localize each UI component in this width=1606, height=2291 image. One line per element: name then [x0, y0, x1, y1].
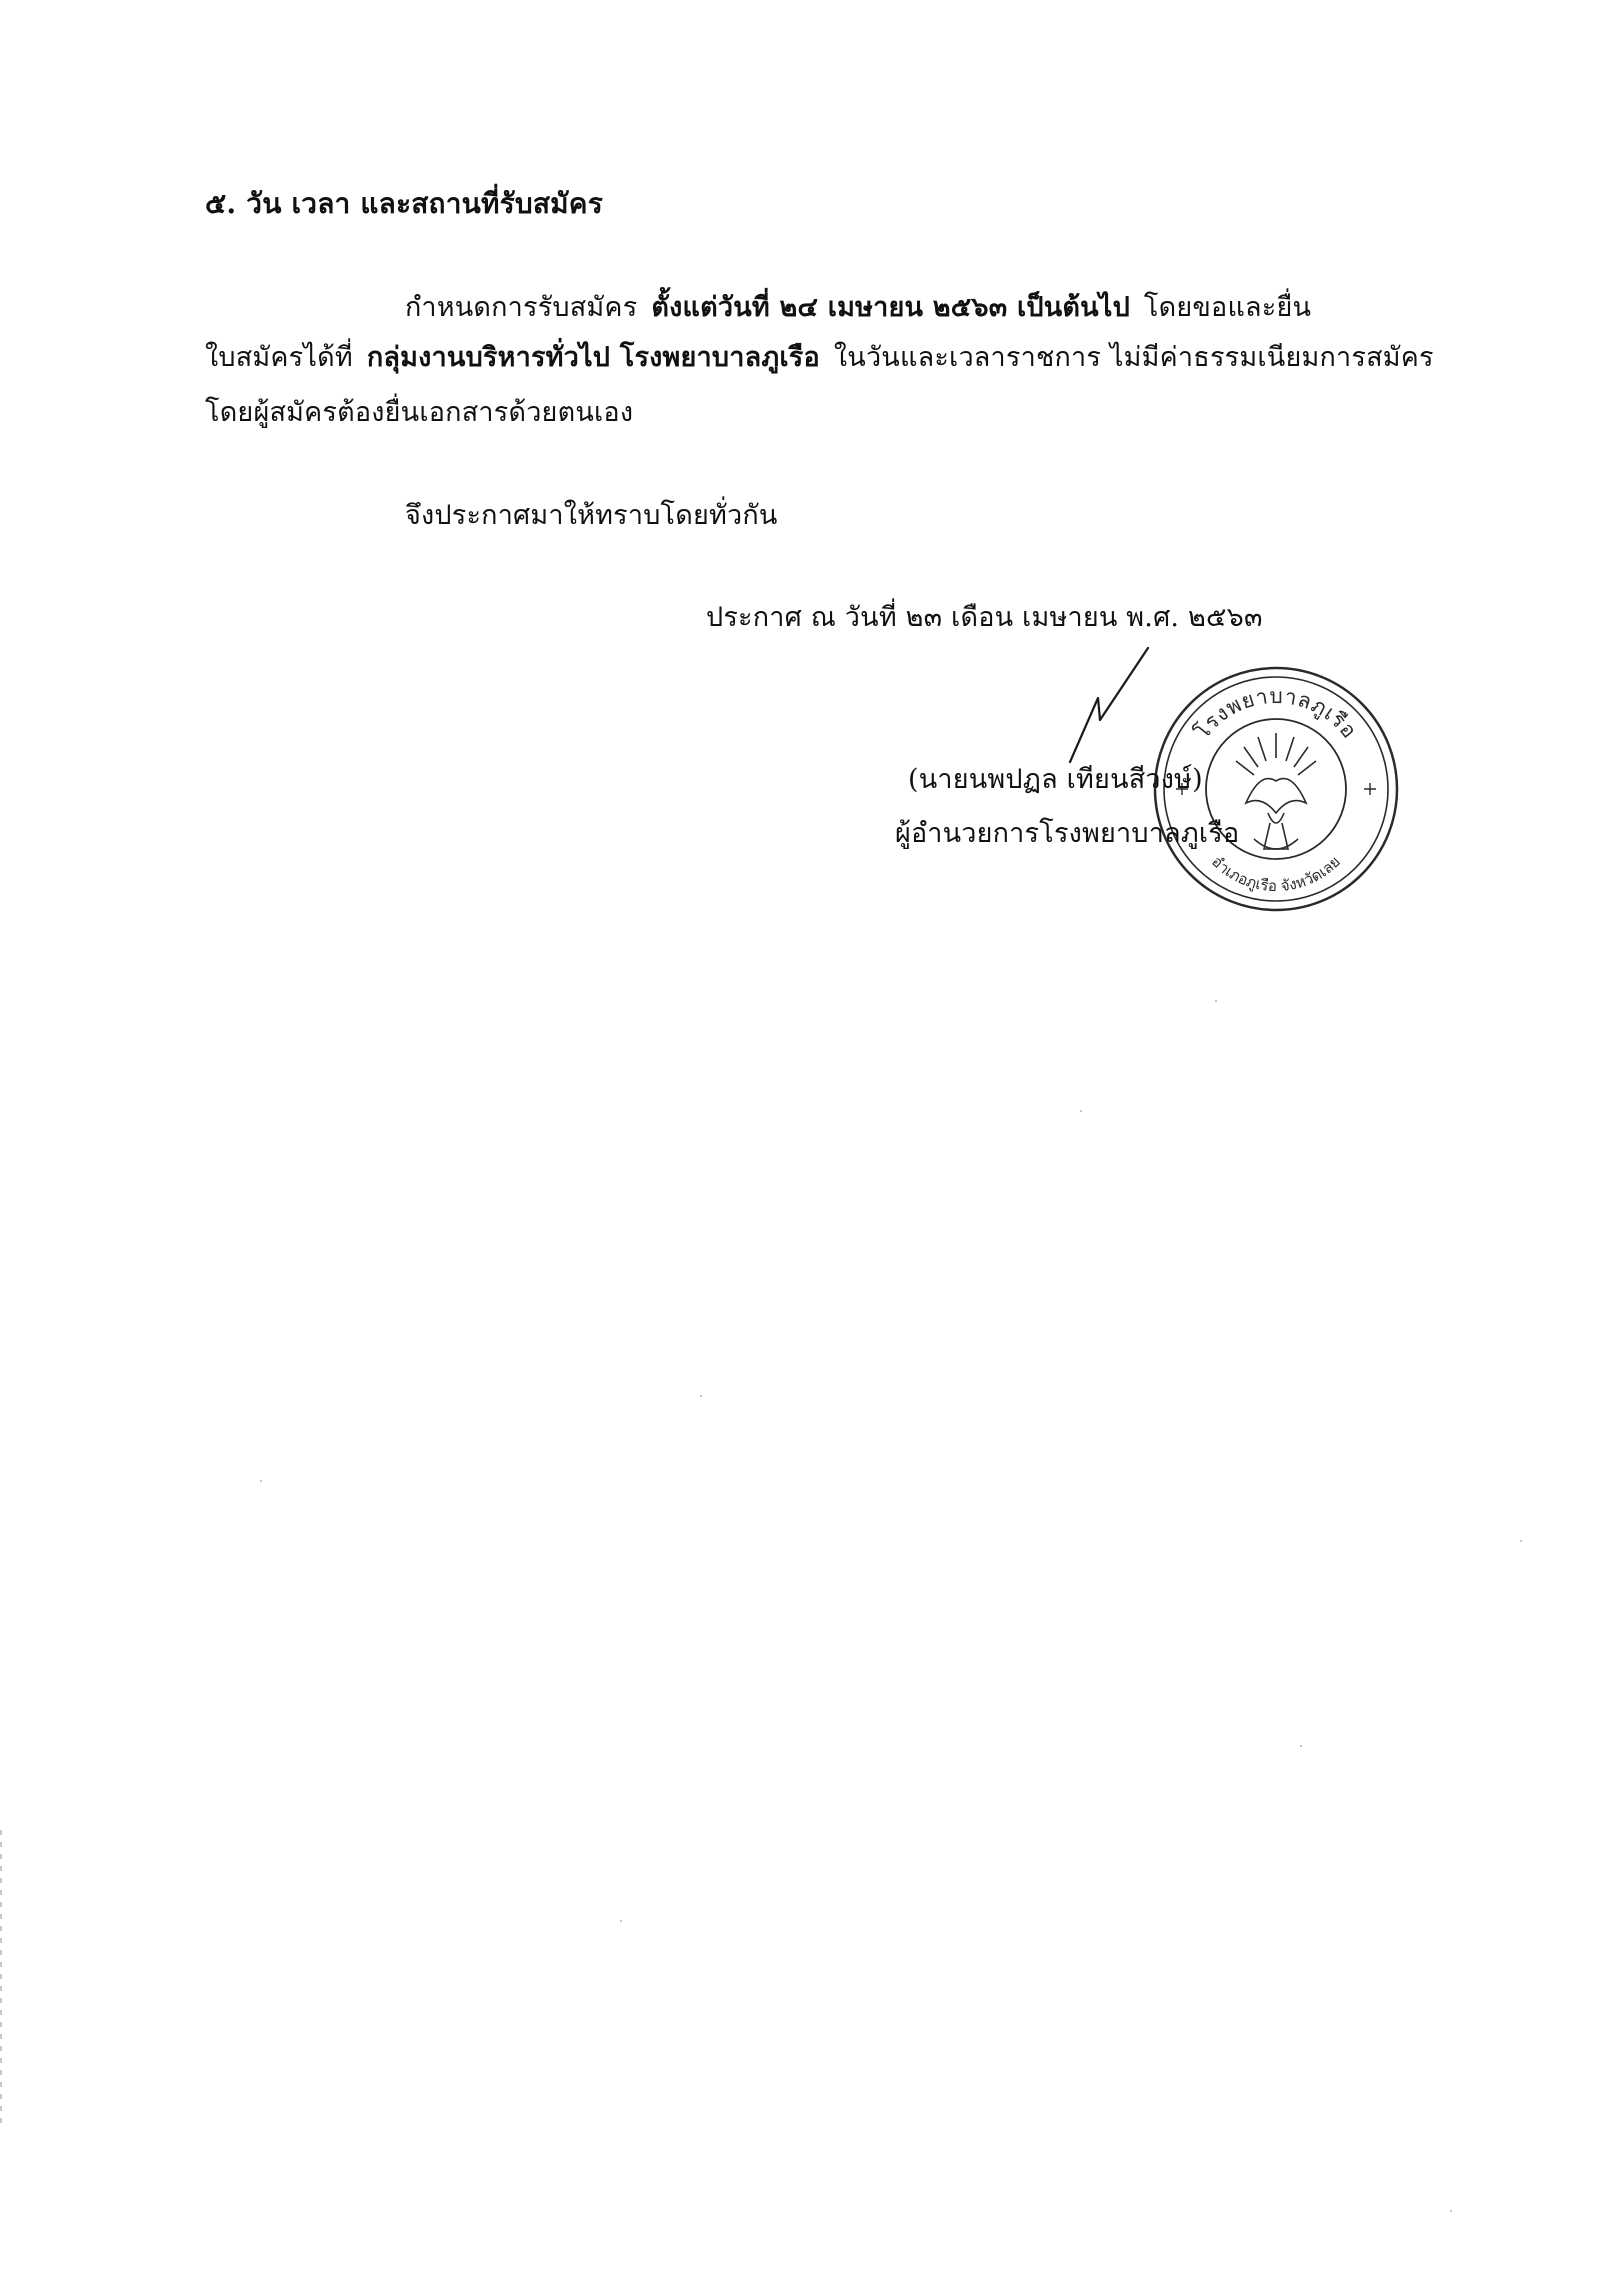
scan-speck — [260, 1480, 262, 1482]
paragraph-line-1-suffix: โดยขอและยื่น — [1143, 292, 1312, 323]
seal-top-text: โรงพยาบาลภูเรือ — [1189, 683, 1362, 744]
scan-speck — [700, 1395, 702, 1397]
scan-edge-artifact — [0, 1830, 2, 2130]
scan-speck — [1520, 1540, 1522, 1542]
application-location-bold: กลุ่มงานบริหารทั่วไป โรงพยาบาลภูเรือ — [366, 342, 820, 373]
closing-statement: จึงประกาศมาให้ทราบโดยทั่วกัน — [405, 500, 778, 531]
paragraph-line-3: โดยผู้สมัครต้องยื่นเอกสารด้วยตนเอง — [205, 397, 634, 428]
application-period-bold: ตั้งแต่วันที่ ๒๔ เมษายน ๒๕๖๓ เป็นต้นไป — [651, 292, 1130, 323]
section-heading: ๕. วัน เวลา และสถานที่รับสมัคร — [205, 187, 603, 220]
paragraph-line-2 — [205, 340, 1434, 376]
paragraph-line-1-prefix: กำหนดการรับสมัคร — [405, 292, 638, 323]
scan-speck — [620, 1920, 622, 1922]
signer-title: ผู้อำนวยการโรงพยาบาลภูเรือ — [895, 818, 1240, 849]
announcement-date: ประกาศ ณ วันที่ ๒๓ เดือน เมษายน พ.ศ. ๒๕๖๓ — [706, 602, 1263, 633]
seal-bottom-text: อำเภอภูเรือ จังหวัดเลย — [1208, 852, 1344, 896]
paragraph-line-2-prefix: ใบสมัครได้ที่ — [205, 342, 353, 373]
signer-name: (นายนพปฏล เทียนสีวงษ์) — [908, 764, 1203, 795]
paragraph-line-2-suffix: ในวันและเวลาราชการ ไม่มีค่าธรรมเนียมการสมัคร — [833, 342, 1434, 373]
paragraph-line-1 — [405, 290, 1311, 326]
scan-speck — [1215, 1000, 1217, 1002]
scan-speck — [1450, 2210, 1452, 2212]
scan-speck — [1300, 1745, 1302, 1747]
scan-speck — [1080, 1110, 1082, 1112]
